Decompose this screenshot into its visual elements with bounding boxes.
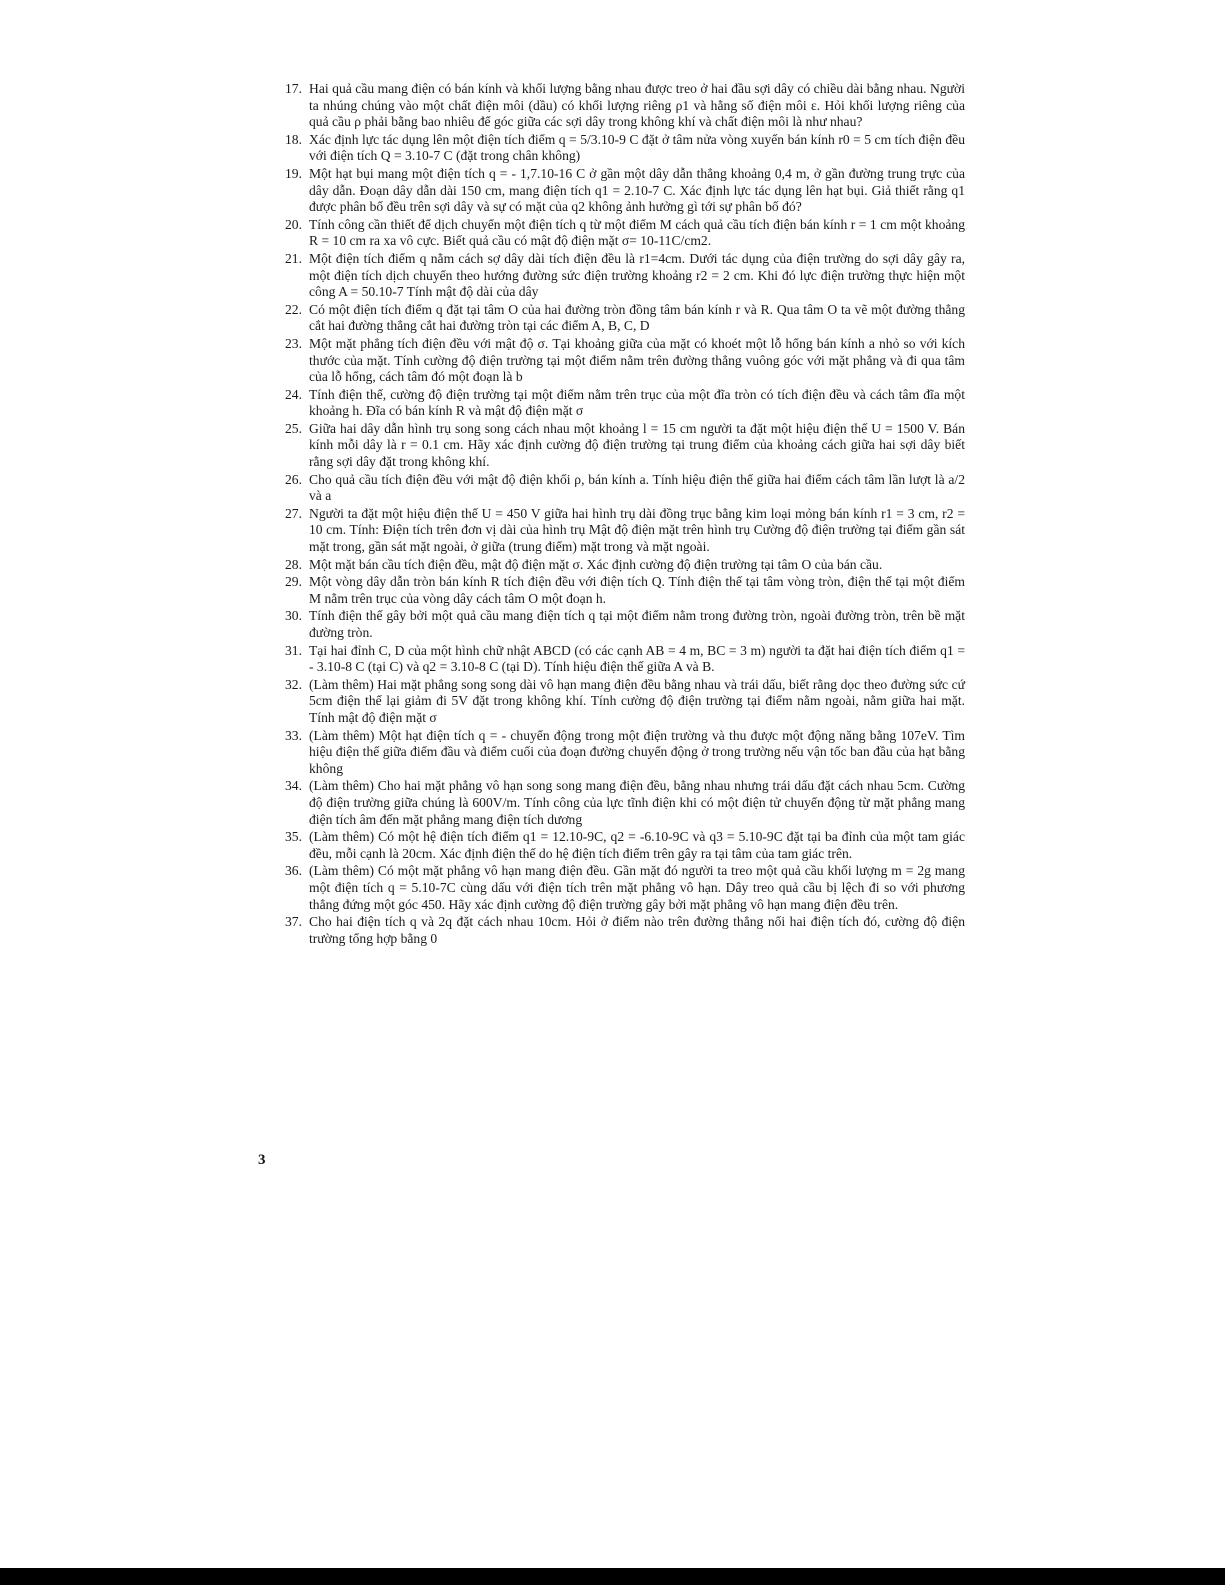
- problem-number: 18.: [285, 131, 302, 147]
- problem-number: 24.: [285, 386, 302, 402]
- problem-item: [285, 302, 965, 335]
- problem-item: [285, 217, 965, 250]
- problem-text: Cho hai điện tích q và 2q đặt cách nhau 10cm. Hỏi ở điểm nào trên đường thẳng nối hai điện tích đó, cường độ điện trường tổng hợp bằng 0: [309, 914, 965, 946]
- problem-item: [285, 829, 965, 862]
- problem-text: Tại hai đỉnh C, D của một hình chữ nhật ABCD (có các cạnh AB = 4 m, BC = 3 m) người ta đặt hai điện tích điểm q1 = - 3.10-8 C (tại C) và q2 = 3.10-8 C (tại D). Tính hiệu điện thế giữa A và B.: [309, 642, 965, 675]
- problem-item: [285, 387, 965, 420]
- problem-number: 22.: [285, 301, 302, 317]
- problem-text: Xác định lực tác dụng lên một điện tích điểm q = 5/3.10-9 C đặt ở tâm nửa vòng xuyến bán kính r0 = 5 cm tích điện đều với điện tích Q = 3.10-7 C (đặt trong chân không): [309, 131, 965, 164]
- page-number: 3: [258, 1152, 266, 1168]
- problem-text: Cho quả cầu tích điện đều với mật độ điện khối ρ, bán kính a. Tính hiệu điện thế giữa hai điểm cách tâm lần lượt là a/2 và a: [309, 471, 965, 504]
- problem-number: 19.: [285, 165, 302, 181]
- problem-text: Giữa hai dây dẫn hình trụ song song cách nhau một khoảng l = 15 cm người ta đặt một hiệu điện thế U = 1500 V. Bán kính mỗi dây là r = 0.1 cm. Hãy xác định cường độ điện trường tại trung điểm của khoảng cách giữa hai sợi dây biết rằng sợi dây đặt trong không khí.: [309, 420, 965, 470]
- problem-number: 30.: [285, 608, 302, 624]
- problem-number: 31.: [285, 642, 302, 658]
- problem-number: 26.: [285, 471, 302, 487]
- problem-text: (Làm thêm) Có một mặt phẳng vô hạn mang điện đều. Gần mặt đó người ta treo một quả cầu khối lượng m = 2g mang một điện tích q = 5.10-7C cùng dấu với điện tích trên mặt phẳng vô hạn. Dây treo quả cầu bị lệch đi so với phương thẳng đứng một góc 450. Hãy xác định cường độ điện trường gây bởi mặt phẳng vô hạn mang điện đều trên.: [309, 863, 965, 912]
- bottom-border: [0, 1568, 1225, 1585]
- problem-text: Tính công cần thiết để dịch chuyển một điện tích q từ một điểm M cách quả cầu tích điện bán kính r = 1 cm một khoảng R = 10 cm ra xa vô cực. Biết quả cầu có mật độ điện mặt σ= 10-11C/cm2.: [309, 216, 965, 249]
- problem-text: Hai quả cầu mang điện có bán kính và khối lượng bằng nhau được treo ở hai đầu sợi dây có chiều dài bằng nhau. Người ta nhúng chúng vào một chất điện môi (dầu) có khối lượng riêng ρ1 và hằng số điện môi ε. Hỏi khối lượng riêng của quả cầu ρ phải bằng bao nhiêu để góc giữa các sợi dây trong không khí và chất điện môi là như nhau?: [309, 81, 965, 130]
- problem-item: [285, 574, 965, 607]
- problem-text: Tính điện thế, cường độ điện trường tại một điểm nằm trên trục của một đĩa tròn có tích điện đều và cách tâm đĩa một khoảng h. Đĩa có bán kính R và mật độ điện mặt σ: [309, 386, 965, 419]
- problem-item: [285, 251, 965, 301]
- problem-number: 32.: [285, 676, 302, 692]
- problem-item: [285, 643, 965, 676]
- problem-item: [285, 81, 965, 131]
- problem-list: [285, 81, 965, 948]
- problem-number: 28.: [285, 556, 302, 572]
- problem-number: 25.: [285, 420, 302, 436]
- problem-number: 27.: [285, 505, 302, 521]
- problem-number: 36.: [285, 863, 302, 879]
- problem-item: [285, 608, 965, 641]
- problem-item: [285, 677, 965, 727]
- problem-item: [285, 166, 965, 216]
- problem-number: 20.: [285, 216, 302, 232]
- problem-item: [285, 472, 965, 505]
- problem-item: [285, 132, 965, 165]
- problem-number: 17.: [285, 81, 302, 96]
- problem-number: 37.: [285, 914, 302, 930]
- problem-text: Người ta đặt một hiệu điện thế U = 450 V giữa hai hình trụ dài đồng trục bằng kim loại mỏng bán kính r1 = 3 cm, r2 = 10 cm. Tính: Điện tích trên đơn vị dài của hình trụ Mật độ điện mặt trên hình trụ Cường độ điện trường tại điểm gần sát mặt trong, gần sát mặt ngoài, ở giữa (trung điểm) mặt trong và mặt ngoài.: [309, 505, 965, 555]
- problem-text: Một mặt phẳng tích điện đều với mật độ σ. Tại khoảng giữa của mặt có khoét một lỗ hổng bán kính a nhỏ so với kích thước của mặt. Tính cường độ điện trường tại một điểm nằm trên đường thẳng vuông góc với mặt phẳng và đi qua tâm của lỗ hổng, cách tâm đó một đoạn là b: [309, 335, 965, 385]
- problem-text: (Làm thêm) Có một hệ điện tích điểm q1 = 12.10-9C, q2 = -6.10-9C và q3 = 5.10-9C đặt tại ba đỉnh của một tam giác đều, mỗi cạnh là 20cm. Xác định điện thế do hệ điện tích điểm trên gây ra tại tâm của tam giác trên.: [309, 829, 965, 861]
- problem-number: 21.: [285, 250, 302, 266]
- problem-text: (Làm thêm) Cho hai mặt phẳng vô hạn song song mang điện đều, bằng nhau nhưng trái dấu đặt cách nhau 5cm. Cường độ điện trường giữa chúng là 600V/m. Tính công của lực tĩnh điện khi có một điện tử chuyển động từ mặt phẳng mang điện tích âm đến mặt phẳng mang điện tích dương: [309, 778, 965, 827]
- problem-text: (Làm thêm) Một hạt điện tích q = - chuyển động trong một điện trường và thu được một động năng bằng 107eV. Tìm hiệu điện thế giữa điểm đầu và điểm cuối của đoạn đường chuyển động ở trong trường nếu vận tốc ban đầu của hạt bằng không: [309, 727, 965, 776]
- problem-text: Tính điện thế gây bởi một quả cầu mang điện tích q tại một điểm nằm trong đường tròn, ngoài đường tròn, trên bề mặt đường tròn.: [309, 608, 965, 640]
- problem-number: 23.: [285, 335, 302, 351]
- problem-item: [285, 914, 965, 947]
- problem-text: Một điện tích điểm q nằm cách sợ dây dài tích điện đều là r1=4cm. Dưới tác dụng của điện trường do sợi dây gây ra, một điện tích dịch chuyển theo hướng đường sức điện trường khoảng r2 = 2 cm. Khi đó lực điện trường thực hiện một công A = 50.10-7 Tính mật độ dài của dây: [309, 250, 965, 300]
- problem-item: [285, 557, 965, 574]
- problem-number: 33.: [285, 727, 302, 743]
- problem-item: [285, 863, 965, 913]
- problem-item: [285, 336, 965, 386]
- problem-text: Một vòng dây dẫn tròn bán kính R tích điện đều với điện tích Q. Tính điện thế tại tâm vòng tròn, điện thế tại một điểm M nằm trên trục của vòng dây cách tâm O một đoạn h.: [309, 574, 965, 606]
- problem-text: Một hạt bụi mang một điện tích q = - 1,7.10-16 C ở gần một dây dẫn thẳng khoảng 0,4 m, ở gần đường trung trực của dây dẫn. Đoạn dây dẫn dài 150 cm, mang điện tích q1 = 2.10-7 C. Xác định lực tác dụng lên hạt bụi. Giả thiết rằng q1 được phân bố đều trên sợi dây và sự có mặt của q2 không ảnh hưởng gì tới sự phân bố đó?: [309, 165, 965, 215]
- problem-number: 35.: [285, 829, 302, 845]
- problem-number: 29.: [285, 574, 302, 590]
- problem-item: [285, 421, 965, 471]
- problem-text: (Làm thêm) Hai mặt phẳng song song dài vô hạn mang điện đều bằng nhau và trái dấu, biết rằng dọc theo đường sức cứ 5cm điện thế lại giảm đi 5V đặt trong không khí. Tính cường độ điện trường tại điểm nằm ngoài, nằm giữa hai mặt. Tính mật độ điện mặt σ: [309, 676, 965, 725]
- problem-item: [285, 728, 965, 778]
- problem-item: [285, 506, 965, 556]
- problem-item: [285, 778, 965, 828]
- problem-text: Một mặt bán cầu tích điện đều, mật độ điện mặt σ. Xác định cường độ điện trường tại tâm O của bán cầu.: [309, 556, 883, 572]
- problem-number: 34.: [285, 778, 302, 794]
- problem-text: Có một điện tích điểm q đặt tại tâm O của hai đường tròn đồng tâm bán kính r và R. Qua tâm O ta vẽ một đường thẳng cắt hai đường thẳng cắt hai đường tròn tại các điểm A, B, C, D: [309, 301, 965, 334]
